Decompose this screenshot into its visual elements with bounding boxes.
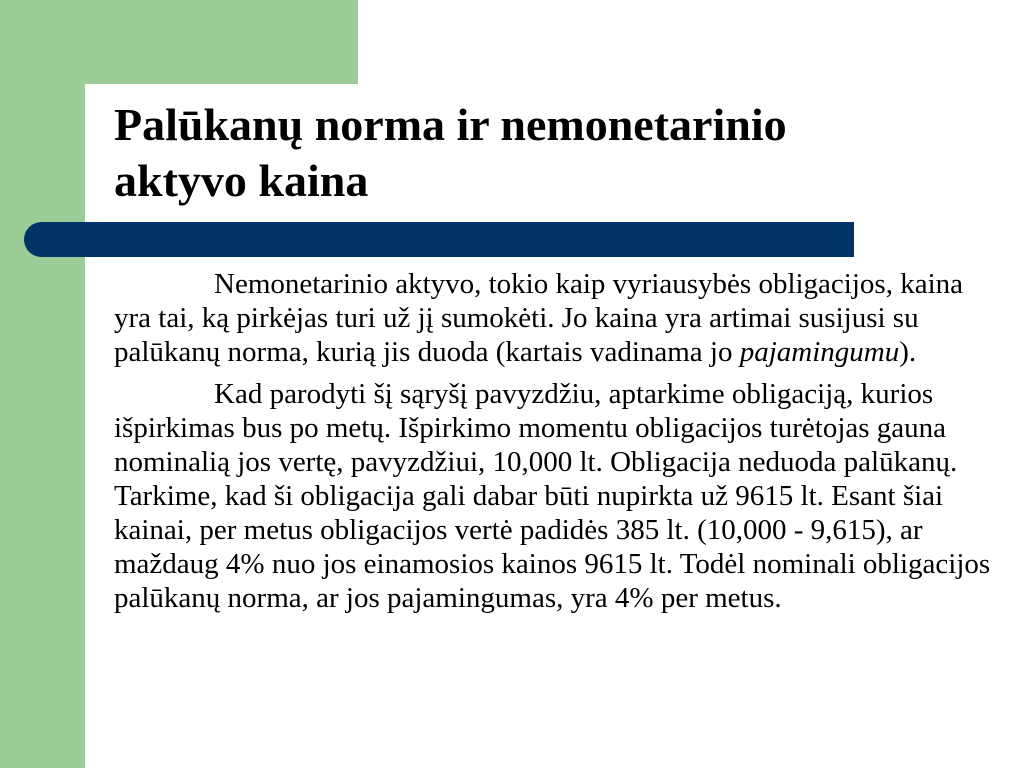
left-accent-band xyxy=(0,0,85,768)
title-divider-bar xyxy=(24,222,854,257)
slide-title-line-2: aktyvo kaina xyxy=(114,155,369,206)
paragraph-1-text: Nemonetarinio aktyvo, tokio kaip vyriausybės obligacijos, kaina yra tai, ką pirkėjas turi už jį sumokėti. Jo kaina yra artimai susijusi su palūkanų norma, kurią jis duoda (kartais vadinama jo xyxy=(114,268,964,368)
slide-title xyxy=(114,97,914,209)
body-paragraph-2: Kad parodyti šį sąryšį pavyzdžiu, aptarkime obligaciją, kurios išpirkimas bus po metų. Išpirkimo momentu obligacijos turėtojas gauna nominalią jos vertę, pavyzdžiui, 10,000 lt. Obligacija neduoda palūkanų. Tarkime, kad ši obligacija gali dabar būti nupirkta už 9615 lt. Esant šiai kainai, per metus obligacijos vertė padidės 385 lt. (10,000 - 9,615), ar maždaug 4% nuo jos einamosios kainos 9615 lt. Todėl nominali obligacijos palūkanų norma, ar jos pajamingumas, yra 4% per metus. xyxy=(114,378,991,614)
body-paragraph-1 xyxy=(114,267,994,369)
slide-title-line-1: Palūkanų norma ir nemonetarinio xyxy=(114,99,787,150)
top-accent-band xyxy=(85,0,358,84)
slide-body xyxy=(114,267,994,615)
paragraph-1-italic-term: pajamingumu xyxy=(739,336,900,368)
paragraph-1-closing: ). xyxy=(899,336,917,368)
